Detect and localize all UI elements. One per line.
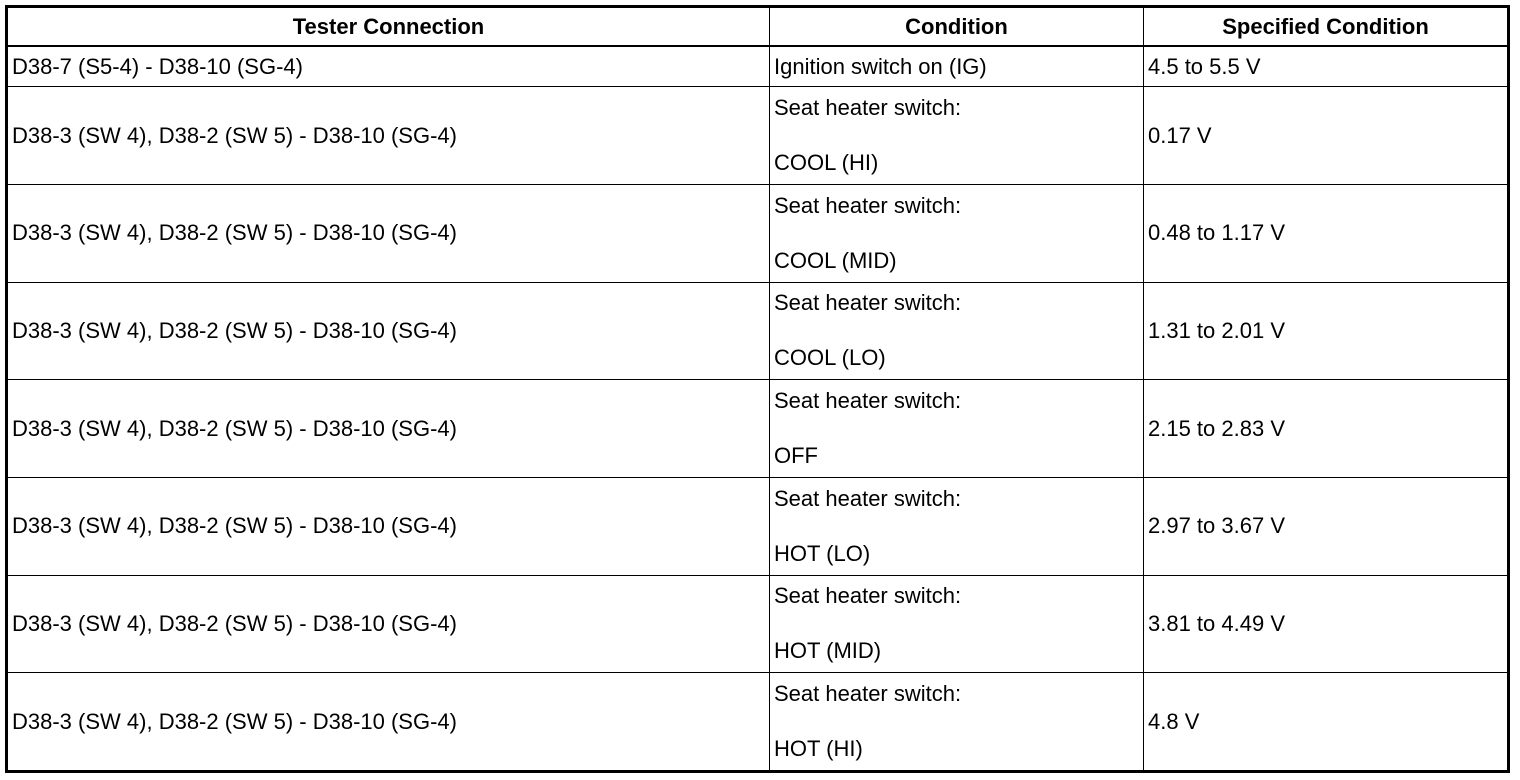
condition-mode: HOT (MID) (774, 638, 882, 664)
cell-tester-connection: D38-3 (SW 4), D38-2 (SW 5) - D38-10 (SG-4) (7, 477, 770, 575)
cell-tester-connection: D38-3 (SW 4), D38-2 (SW 5) - D38-10 (SG-4) (7, 87, 770, 185)
cell-specified-condition: 3.81 to 4.49 V (1144, 575, 1509, 673)
cell-specified-condition: 2.97 to 3.67 V (1144, 477, 1509, 575)
table-row (7, 380, 1509, 478)
cell-specified-condition: 2.15 to 2.83 V (1144, 380, 1509, 478)
cell-tester-connection: D38-3 (SW 4), D38-2 (SW 5) - D38-10 (SG-4) (7, 673, 770, 772)
header-specified-condition: Specified Condition (1144, 7, 1509, 47)
table-row (7, 87, 1509, 185)
cell-tester-connection: D38-3 (SW 4), D38-2 (SW 5) - D38-10 (SG-4) (7, 575, 770, 673)
table-row (7, 575, 1509, 673)
cell-condition (770, 380, 1144, 478)
header-condition: Condition (770, 7, 1144, 47)
table-row (7, 184, 1509, 282)
table-row (7, 673, 1509, 772)
cell-tester-connection: D38-7 (S5-4) - D38-10 (SG-4) (7, 46, 770, 87)
cell-specified-condition: 4.8 V (1144, 673, 1509, 772)
table-row (7, 282, 1509, 380)
condition-mode: COOL (HI) (774, 150, 879, 176)
condition-label: Seat heater switch: (774, 192, 962, 218)
condition-mode: HOT (LO) (774, 540, 871, 566)
cell-specified-condition: 4.5 to 5.5 V (1144, 46, 1509, 87)
condition-text: Ignition switch on (IG) (774, 53, 987, 79)
cell-condition (770, 673, 1144, 772)
cell-condition (770, 282, 1144, 380)
cell-condition (770, 477, 1144, 575)
table-row (7, 477, 1509, 575)
condition-label: Seat heater switch: (774, 681, 962, 707)
header-row (7, 7, 1509, 47)
condition-label: Seat heater switch: (774, 485, 962, 511)
condition-label: Seat heater switch: (774, 388, 962, 414)
cell-tester-connection: D38-3 (SW 4), D38-2 (SW 5) - D38-10 (SG-4) (7, 184, 770, 282)
cell-tester-connection: D38-3 (SW 4), D38-2 (SW 5) - D38-10 (SG-4) (7, 282, 770, 380)
table-body (7, 46, 1509, 772)
condition-label: Seat heater switch: (774, 290, 962, 316)
specification-table (5, 5, 1510, 773)
cell-specified-condition: 1.31 to 2.01 V (1144, 282, 1509, 380)
condition-mode: OFF (774, 443, 818, 469)
cell-condition (770, 87, 1144, 185)
condition-mode: HOT (HI) (774, 736, 863, 762)
cell-specified-condition: 0.48 to 1.17 V (1144, 184, 1509, 282)
condition-mode: COOL (MID) (774, 247, 897, 273)
table-header (7, 7, 1509, 47)
cell-condition (770, 575, 1144, 673)
cell-tester-connection: D38-3 (SW 4), D38-2 (SW 5) - D38-10 (SG-4) (7, 380, 770, 478)
condition-mode: COOL (LO) (774, 345, 886, 371)
table-row (7, 46, 1509, 87)
cell-specified-condition: 0.17 V (1144, 87, 1509, 185)
condition-label: Seat heater switch: (774, 583, 962, 609)
cell-condition (770, 184, 1144, 282)
header-tester-connection: Tester Connection (7, 7, 770, 47)
cell-condition (770, 46, 1144, 87)
condition-label: Seat heater switch: (774, 95, 962, 121)
